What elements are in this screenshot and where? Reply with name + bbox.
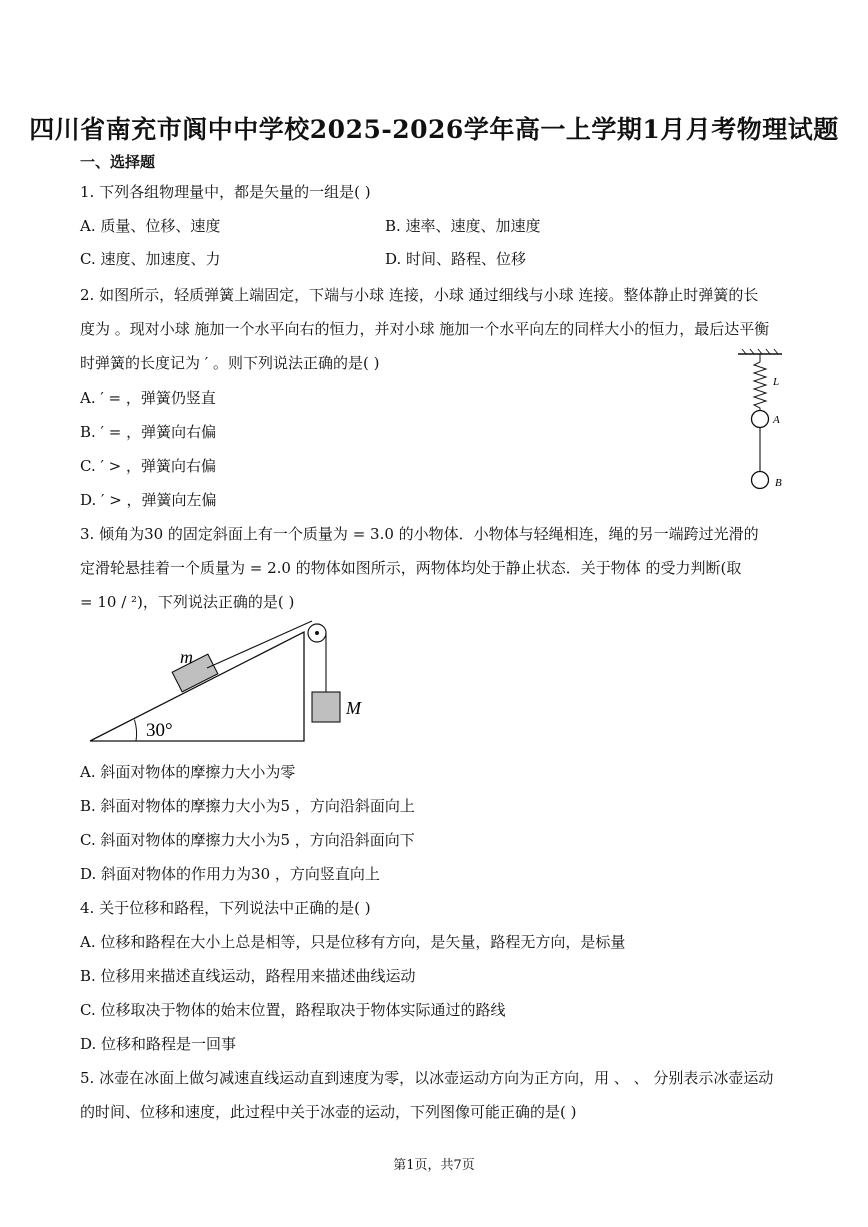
- q3-stem-line-2: 定滑轮悬挂着一个质量为 = 2.0 的物体如图所示，两物体均处于静止状态．关于物体 的受力判断(取: [80, 559, 742, 577]
- q1-stem: 1. 下列各组物理量中，都是矢量的一组是( ): [80, 183, 371, 201]
- section-heading: 一、选择题: [80, 153, 156, 171]
- incline-figure: [86, 620, 386, 748]
- q1-option-a: A. 质量、位移、速度: [80, 217, 221, 235]
- label-a: A: [773, 414, 780, 426]
- incline: [90, 632, 304, 741]
- rope-incline: [207, 621, 312, 668]
- label-m: m: [180, 647, 193, 667]
- q3-option-b: B. 斜面对物体的摩擦力大小为5 ，方向沿斜面向上: [80, 797, 415, 815]
- label-big-m: M: [346, 698, 361, 718]
- q1-option-c: C. 速度、加速度、力: [80, 250, 221, 268]
- ball-a: [752, 411, 769, 428]
- q1-option-b: B. 速率、速度、加速度: [385, 217, 541, 235]
- q2-option-c: C. ′ > ，弹簧向右偏: [80, 457, 216, 475]
- angle-arc: [134, 720, 136, 741]
- label-l: L: [773, 376, 780, 388]
- q2-option-a: A. ′ = ，弹簧仍竖直: [80, 389, 216, 407]
- q2-stem-line-1: 2. 如图所示，轻质弹簧上端固定，下端与小球 连接，小球 通过细线与小球 连接。整体静止时弹簧的长: [80, 286, 759, 304]
- q3-option-c: C. 斜面对物体的摩擦力大小为5 ，方向沿斜面向下: [80, 831, 415, 849]
- q3-option-a: A. 斜面对物体的摩擦力大小为零: [80, 763, 296, 781]
- q3-stem-line-1: 3. 倾角为30 的固定斜面上有一个质量为 = 3.0 的小物体．小物体与轻绳相连，绳的另一端跨过光滑的: [80, 525, 759, 543]
- block-big-m: [312, 692, 340, 722]
- q4-stem: 4. 关于位移和路程，下列说法中正确的是( ): [80, 899, 371, 917]
- spring-ball-figure: [730, 348, 800, 496]
- q5-stem-line-2: 的时间、位移和速度，此过程中关于冰壶的运动，下列图像可能正确的是( ): [80, 1103, 577, 1121]
- ball-b: [752, 472, 769, 489]
- q4-option-a: A. 位移和路程在大小上总是相等，只是位移有方向，是矢量，路程无方向，是标量: [80, 933, 626, 951]
- q4-option-c: C. 位移取决于物体的始末位置，路程取决于物体实际通过的路线: [80, 1001, 506, 1019]
- q2-stem-line-2: 度为 。现对小球 施加一个水平向右的恒力，并对小球 施加一个水平向左的同样大小的恒力，最后达平衡: [80, 320, 770, 338]
- q4-option-d: D. 位移和路程是一回事: [80, 1035, 237, 1053]
- q2-stem-line-3: 时弹簧的长度记为 ′ 。则下列说法正确的是( ): [80, 354, 380, 372]
- page-footer: 第1页，共7页: [393, 1158, 475, 1173]
- q2-option-d: D. ′ > ，弹簧向左偏: [80, 491, 217, 509]
- q5-stem-line-1: 5. 冰壶在冰面上做匀减速直线运动直到速度为零，以冰壶运动方向为正方向，用 、 、 分别表示冰壶运动: [80, 1069, 774, 1087]
- q2-option-b: B. ′ = ，弹簧向右偏: [80, 423, 217, 441]
- page-title: 四川省南充市阆中中学校2025-2026学年高一上学期1月月考物理试题: [29, 115, 839, 144]
- spring-coil: [754, 354, 766, 410]
- q4-option-b: B. 位移用来描述直线运动，路程用来描述曲线运动: [80, 967, 416, 985]
- pulley-axle: [315, 631, 319, 635]
- q1-option-d: D. 时间、路程、位移: [385, 250, 527, 268]
- angle-label: 30°: [146, 720, 173, 741]
- label-b: B: [775, 477, 782, 489]
- q3-option-d: D. 斜面对物体的作用力为30 ，方向竖直向上: [80, 865, 380, 883]
- q3-stem-line-3: = 10 / ²)，下列说法正确的是( ): [80, 593, 295, 611]
